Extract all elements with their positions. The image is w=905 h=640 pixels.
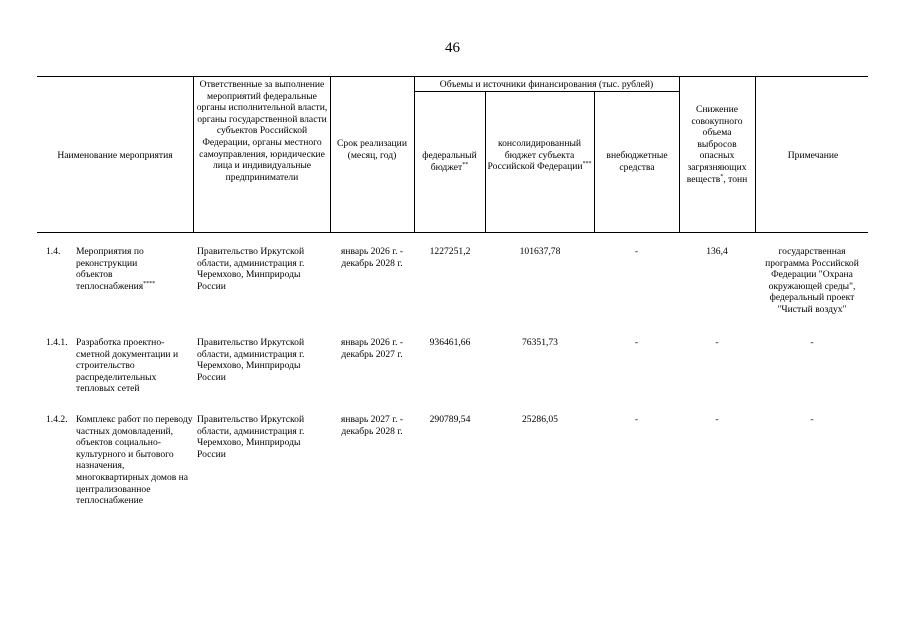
col-divider: [485, 91, 486, 232]
row-federal: 290789,54: [429, 414, 471, 425]
row-extra: -: [634, 414, 639, 425]
row-period: январь 2026 г. - декабрь 2028 г.: [340, 246, 404, 269]
row-extra: -: [634, 337, 639, 348]
row-reduction: -: [715, 337, 719, 348]
header-federal: [416, 150, 483, 173]
header-consolidated-text: консолидированный бюджет субъекта Российской Федерации: [487, 138, 583, 173]
header-consolidated: [487, 138, 592, 173]
col-divider: [193, 76, 194, 232]
col-divider: [755, 76, 756, 232]
col-divider: [330, 76, 331, 232]
row-consolidated: 101637,78: [519, 246, 561, 257]
col-divider: [414, 76, 415, 232]
header-extra: внебюджетные средства: [606, 150, 668, 173]
row-extra: -: [634, 246, 639, 257]
row-name: Комплекс работ по переводу частных домовладений, объектов социально-культурного и бытового назначения, многоквартирных домов на централизованное теплоснабжение: [76, 414, 193, 507]
row-responsible: Правительство Иркутской области, администрация г. Черемхово, Минприроды России: [197, 337, 305, 383]
row-period: январь 2027 г. - декабрь 2028 г.: [340, 414, 404, 437]
row-period: январь 2026 г. - декабрь 2027 г.: [340, 337, 404, 360]
col-divider: [594, 91, 595, 232]
page-number: 46: [445, 40, 460, 56]
row-name-text: Мероприятия по реконструкции объектов теплоснабжения: [76, 246, 144, 292]
table-top-rule: [37, 76, 868, 77]
header-federal-text: федеральный бюджет: [422, 150, 477, 173]
row-name: Разработка проектно-сметной документации и строительство распределительных тепловых сетей: [76, 337, 179, 395]
funding-group-rule: [414, 91, 679, 92]
row-note: государственная программа Российской Федерации "Охрана окружающей среды", федеральный проект "Чистый воздух": [765, 246, 859, 315]
col-divider: [679, 76, 680, 232]
footnote-mark: ***: [582, 161, 592, 168]
row-federal: 1227251,2: [429, 246, 471, 257]
header-bottom-rule: [37, 232, 868, 233]
header-funding-group: Объемы и источники финансирования (тыс. рублей): [439, 79, 654, 90]
header-note: Примечание: [787, 150, 839, 161]
row-number: 1.4.1.: [46, 337, 68, 348]
header-reduction: [682, 104, 752, 185]
row-name: [76, 246, 176, 292]
header-name: Наименование мероприятия: [57, 150, 173, 161]
row-number: 1.4.: [46, 246, 61, 257]
footnote-mark: *: [720, 173, 724, 180]
header-period: Срок реализации (месяц, год): [337, 138, 407, 161]
row-note: -: [810, 414, 814, 425]
row-number: 1.4.2.: [46, 414, 68, 425]
row-reduction: 136,4: [706, 246, 728, 257]
header-reduction-text: Снижение совокупного объема выбросов опасных загрязняющих веществ: [686, 104, 747, 185]
footnote-mark: ****: [143, 280, 156, 287]
header-reduction-unit: , тонн: [723, 173, 748, 185]
row-responsible: Правительство Иркутской области, администрация г. Черемхово, Минприроды России: [197, 414, 305, 460]
row-responsible: Правительство Иркутской области, администрация г. Черемхово, Минприроды России: [197, 246, 305, 292]
footnote-mark: **: [462, 161, 469, 168]
header-responsible: Ответственные за выполнение мероприятий федеральные органы исполнительной власти, органы государственной власти субъектов Российской Федерации, органы местного самоуправления, юридические лица и индивидуальные предприниматели: [196, 79, 328, 183]
row-federal: 936461,66: [429, 337, 471, 348]
row-consolidated: 76351,73: [522, 337, 558, 348]
row-reduction: -: [715, 414, 719, 425]
row-note: -: [810, 337, 814, 348]
row-consolidated: 25286,05: [522, 414, 558, 425]
